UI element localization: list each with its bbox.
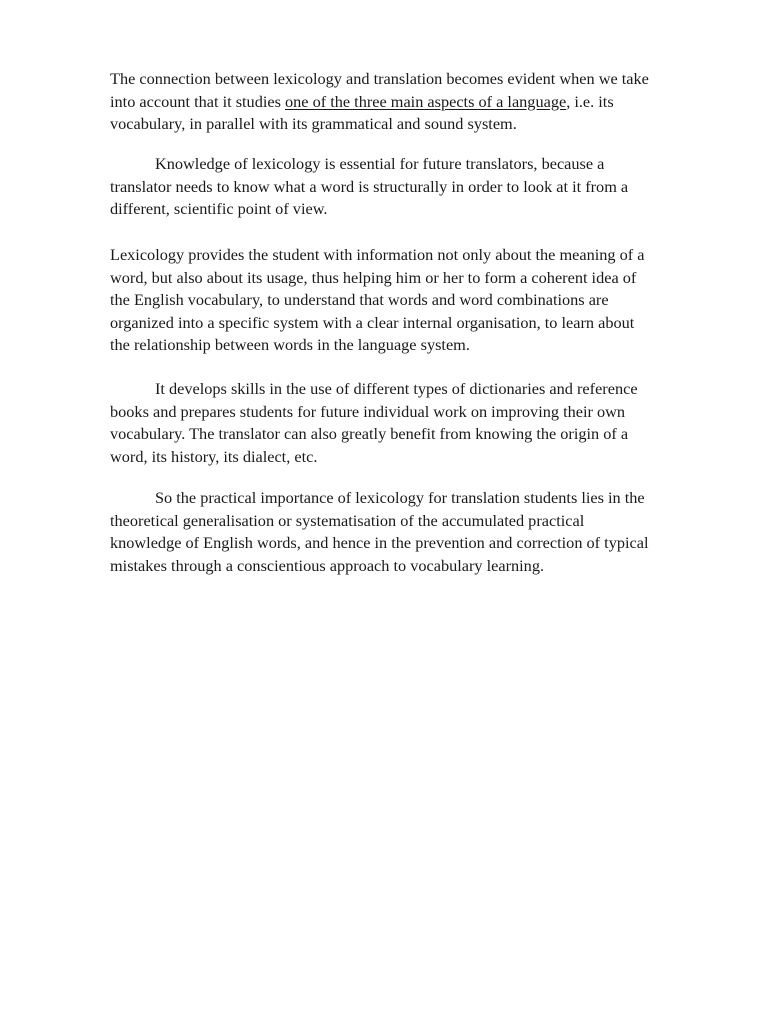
- paragraph-line: [110, 91, 710, 114]
- underlined-phrase: one of the three main aspects of a language: [285, 91, 567, 111]
- paragraph-line: word, but also about its usage, thus helping him or her to form a coherent idea of: [110, 267, 637, 287]
- paragraph-line: vocabulary. The translator can also greatly benefit from knowing the origin of a: [110, 424, 629, 443]
- paragraph-line: the relationship between words in the language system.: [110, 335, 470, 354]
- paragraph-line: knowledge of English words, and hence in the prevention and correction of typical: [110, 533, 649, 552]
- paragraph-line: organized into a specific system with a clear internal organisation, to learn about: [110, 312, 635, 332]
- paragraph-3: [110, 244, 710, 357]
- paragraph-line: The connection between lexicology and translation becomes evident when we take: [110, 69, 649, 88]
- paragraph-line: [110, 153, 710, 176]
- paragraph-line: [110, 487, 710, 510]
- line-text-before: into account that it studies: [110, 91, 285, 111]
- paragraph-line: [110, 378, 710, 401]
- line-text: Knowledge of lexicology is essential for future translators, because a: [155, 154, 605, 173]
- line-text: So the practical importance of lexicology for translation students lies in the: [155, 488, 645, 507]
- paragraph-line: mistakes through a conscientious approach to vocabulary learning.: [110, 555, 545, 575]
- paragraph-5: [110, 487, 710, 577]
- paragraph-line: different, scientific point of view.: [110, 199, 328, 218]
- paragraph-line: theoretical generalisation or systematisation of the accumulated practical: [110, 510, 585, 530]
- paragraph-2: [110, 153, 710, 221]
- paragraph-line: Lexicology provides the student with information not only about the meaning of a: [110, 245, 645, 264]
- paragraph-1: [110, 68, 710, 136]
- line-text-after: , i.e. its: [566, 91, 614, 111]
- paragraph-line: books and prepares students for future individual work on improving their own: [110, 401, 626, 421]
- paragraph-line: translator needs to know what a word is structurally in order to look at it from a: [110, 176, 629, 196]
- paragraph-4: [110, 378, 710, 468]
- line-text: It develops skills in the use of different types of dictionaries and reference: [155, 379, 638, 398]
- paragraph-line: vocabulary, in parallel with its grammatical and sound system.: [110, 114, 517, 133]
- paragraph-line: the English vocabulary, to understand that words and word combinations are: [110, 290, 609, 309]
- paragraph-line: word, its history, its dialect, etc.: [110, 446, 318, 466]
